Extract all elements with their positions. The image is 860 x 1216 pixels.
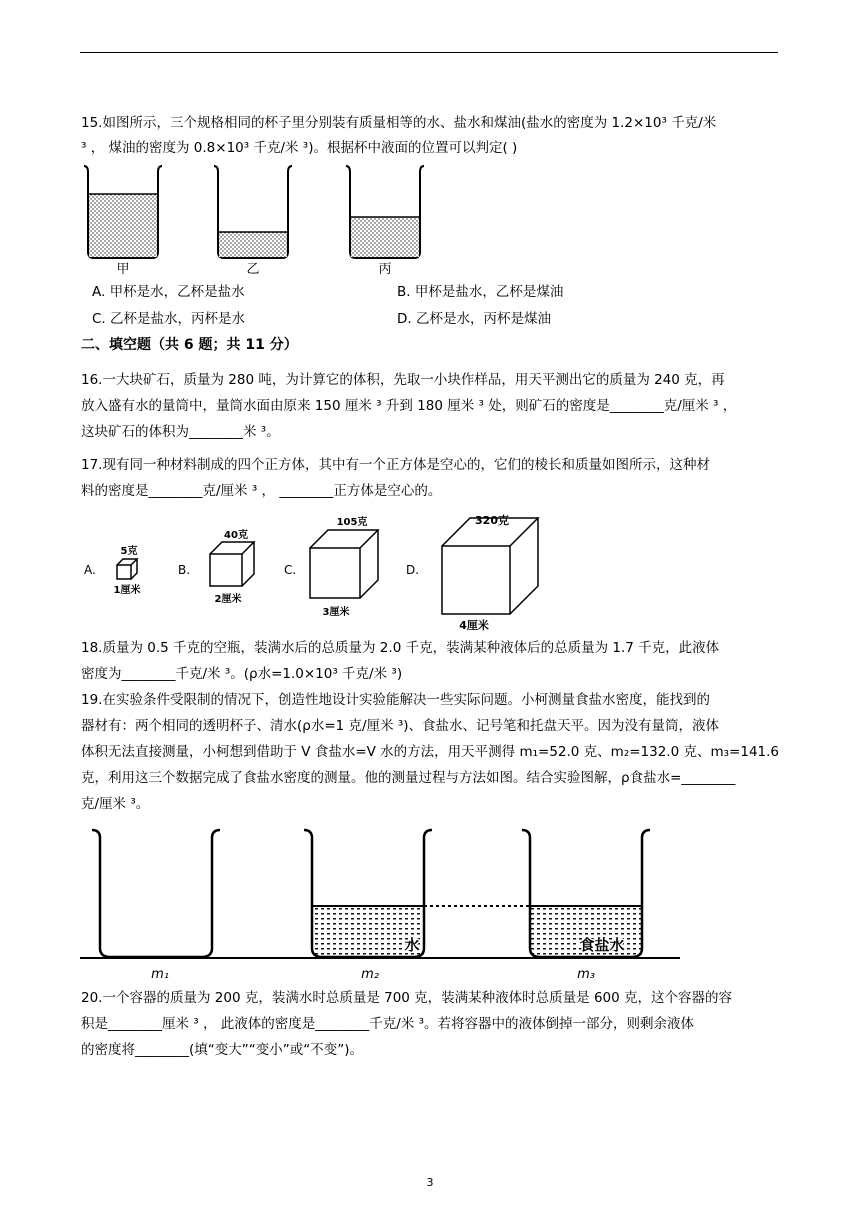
beaker-label-m1: m₁ (151, 967, 169, 982)
q15-option-b[interactable]: B. 甲杯是盐水，乙杯是煤油 (397, 284, 564, 300)
cube-d-mass: 320克 (475, 514, 509, 527)
page-number: 3 (426, 1176, 434, 1189)
section-title-fill-blank: 二、填空题（共 6 题；共 11 分） (81, 337, 298, 353)
q15-line2: ³ ， 煤油的密度为 0.8×10³ 千克/米 ³)。根据杯中液面的位置可以判定( ) (81, 140, 518, 156)
q16-line2: 放入盛有水的量筒中，量筒水面由原来 150 厘米 ³ 升到 180 厘米 ³ 处，则矿石的密度是________克/厘米 ³ ， (81, 398, 737, 414)
q20-line3: 的密度将________(填“变大”“变小”或“不变”)。 (81, 1042, 363, 1058)
q17-line2: 料的密度是________克/厘米 ³ ， ________正方体是空心的。 (81, 483, 442, 499)
q15-cups-figure (80, 160, 430, 276)
header-rule (80, 52, 778, 53)
q19-line1: 19.在实验条件受限制的情况下，创造性地设计实验能解决一些实际问题。小柯测量食盐水密度，能找到的 (81, 692, 710, 708)
q19-line3: 体积无法直接测量，小柯想到借助于 V 食盐水=V 水的方法，用天平测得 m₁=52.0 克、m₂=132.0 克、m₃=141.6 (81, 744, 780, 760)
cube-c (310, 530, 378, 598)
beaker-label-m2: m₂ (361, 967, 379, 982)
cube-a-mass: 5克 (120, 546, 138, 557)
cup-bing (346, 166, 424, 258)
q20-line2: 积是________厘米 ³ ， 此液体的密度是________千克/米 ³。若将容器中的液体倒掉一部分，则剩余液体 (81, 1016, 695, 1032)
beaker-label-m3: m₃ (577, 967, 595, 982)
q18-line2: 密度为________千克/米 ³。(ρ水=1.0×10³ 千克/米 ³) (81, 666, 403, 682)
cube-d (442, 518, 538, 614)
q17-cubes-figure (80, 502, 560, 634)
liquid-label-water: 水 (404, 936, 420, 954)
cube-a (117, 559, 137, 579)
cup-jia (84, 166, 162, 258)
q16-line1: 16.一大块矿石，质量为 280 吨，为计算它的体积，先取一小块作样品，用天平测出它的质量为 240 克，再 (81, 372, 725, 388)
cube-b-edge: 2厘米 (214, 594, 242, 605)
cube-letter-d: D. (406, 563, 420, 577)
cube-d-edge: 4厘米 (459, 619, 489, 632)
q18-line1: 18.质量为 0.5 千克的空瓶，装满水后的总质量为 2.0 千克，装满某种液体后的总质量为 1.7 千克，此液体 (81, 640, 720, 656)
q19-beakers-figure (80, 822, 680, 984)
cube-c-edge: 3厘米 (322, 607, 350, 618)
cup-label-bing: 丙 (378, 262, 392, 276)
q15-option-c[interactable]: C. 乙杯是盐水，丙杯是水 (92, 311, 246, 327)
q19-line5: 克/厘米 ³。 (81, 796, 150, 812)
cube-c-mass: 105克 (336, 517, 368, 528)
q16-line3: 这块矿石的体积为________米 ³。 (81, 424, 280, 440)
cup-label-yi: 乙 (246, 262, 260, 276)
cube-letter-a: A. (84, 563, 96, 577)
cup-yi (214, 166, 292, 258)
beaker-m1 (92, 830, 220, 957)
q20-line1: 20.一个容器的质量为 200 克，装满水时总质量是 700 克，装满某种液体时总质量是 600 克，这个容器的容 (81, 990, 733, 1006)
q15-option-a[interactable]: A. 甲杯是水，乙杯是盐水 (92, 284, 245, 300)
q15-option-d[interactable]: D. 乙杯是水，丙杯是煤油 (397, 311, 551, 327)
q15-line1: 15.如图所示，三个规格相同的杯子里分别装有质量相等的水、盐水和煤油(盐水的密度为 1.2×10³ 千克/米 (81, 115, 717, 131)
q19-line4: 克，利用这三个数据完成了食盐水密度的测量。他的测量过程与方法如图。结合实验图解，ρ食盐水=________ (81, 770, 736, 786)
q17-line1: 17.现有同一种材料制成的四个正方体，其中有一个正方体是空心的，它们的棱长和质量如图所示，这种材 (81, 457, 710, 473)
cube-letter-b: B. (178, 563, 191, 577)
cube-b-mass: 40克 (224, 530, 248, 541)
cube-b (210, 542, 254, 586)
cube-a-edge: 1厘米 (113, 585, 141, 596)
liquid-label-saltwater: 食盐水 (579, 936, 625, 954)
q19-line2: 器材有：两个相同的透明杯子、清水(ρ水=1 克/厘米 ³)、食盐水、记号笔和托盘天平。因为没有量筒，液体 (81, 718, 720, 734)
cup-label-jia: 甲 (116, 262, 130, 276)
cube-letter-c: C. (284, 563, 297, 577)
